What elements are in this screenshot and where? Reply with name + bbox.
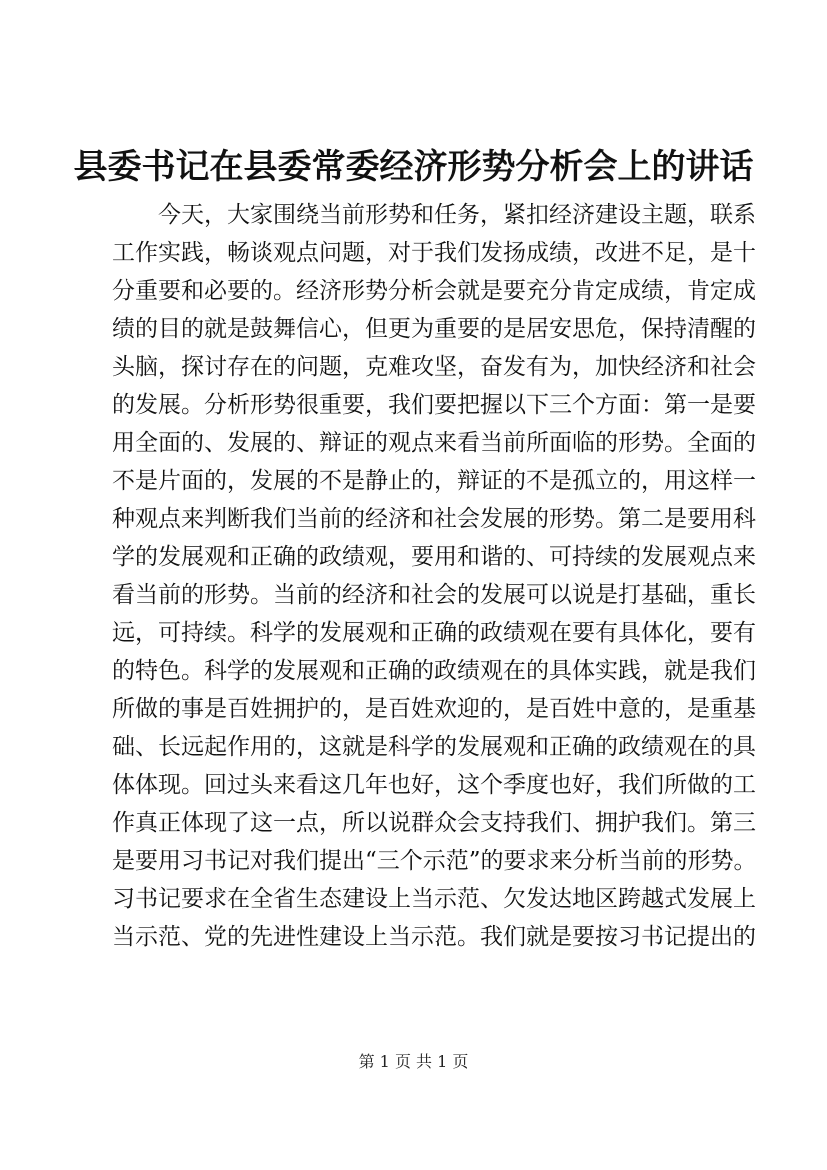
body-line: 种观点来判断我们当前的经济和社会发展的形势。第二是要用科	[112, 506, 756, 532]
body-line: 今天，大家围绕当前形势和任务，紧扣经济建设主题，联系	[112, 202, 756, 228]
page-number-footer: 第 1 页 共 1 页	[358, 1052, 469, 1071]
body-line: 体体现。回过头来看这几年也好，这个季度也好，我们所做的工	[112, 772, 756, 798]
body-line: 所做的事是百姓拥护的，是百姓欢迎的，是百姓中意的，是重基	[112, 696, 756, 722]
body-line: 看当前的形势。当前的经济和社会的发展可以说是打基础，重长	[112, 582, 756, 608]
body-line: 学的发展观和正确的政绩观，要用和谐的、可持续的发展观点来	[112, 544, 756, 570]
body-line: 的发展。分析形势很重要，我们要把握以下三个方面：第一是要	[112, 392, 756, 418]
body-line: 作真正体现了这一点，所以说群众会支持我们、拥护我们。第三	[112, 810, 756, 836]
body-line: 绩的目的就是鼓舞信心，但更为重要的是居安思危，保持清醒的	[112, 316, 756, 342]
document-title: 县委书记在县委常委经济形势分析会上的讲话	[73, 147, 754, 187]
body-line: 不是片面的，发展的不是静止的，辩证的不是孤立的，用这样一	[112, 468, 756, 494]
body-line: 远，可持续。科学的发展观和正确的政绩观在要有具体化，要有	[112, 620, 756, 646]
body-line: 头脑，探讨存在的问题，克难攻坚，奋发有为，加快经济和社会	[112, 354, 756, 380]
document-body	[112, 196, 757, 956]
body-line: 是要用习书记对我们提出“三个示范”的要求来分析当前的形势。	[112, 848, 757, 874]
body-line: 习书记要求在全省生态建设上当示范、欠发达地区跨越式发展上	[112, 886, 756, 912]
body-line: 当示范、党的先进性建设上当示范。我们就是要按习书记提出的	[112, 924, 756, 950]
body-line: 工作实践，畅谈观点问题，对于我们发扬成绩，改进不足，是十	[112, 240, 756, 266]
body-line: 用全面的、发展的、辩证的观点来看当前所面临的形势。全面的	[112, 430, 756, 456]
body-line: 础、长远起作用的，这就是科学的发展观和正确的政绩观在的具	[112, 734, 756, 760]
body-line: 的特色。科学的发展观和正确的政绩观在的具体实践，就是我们	[112, 658, 756, 684]
body-line: 分重要和必要的。经济形势分析会就是要充分肯定成绩，肯定成	[112, 278, 756, 304]
